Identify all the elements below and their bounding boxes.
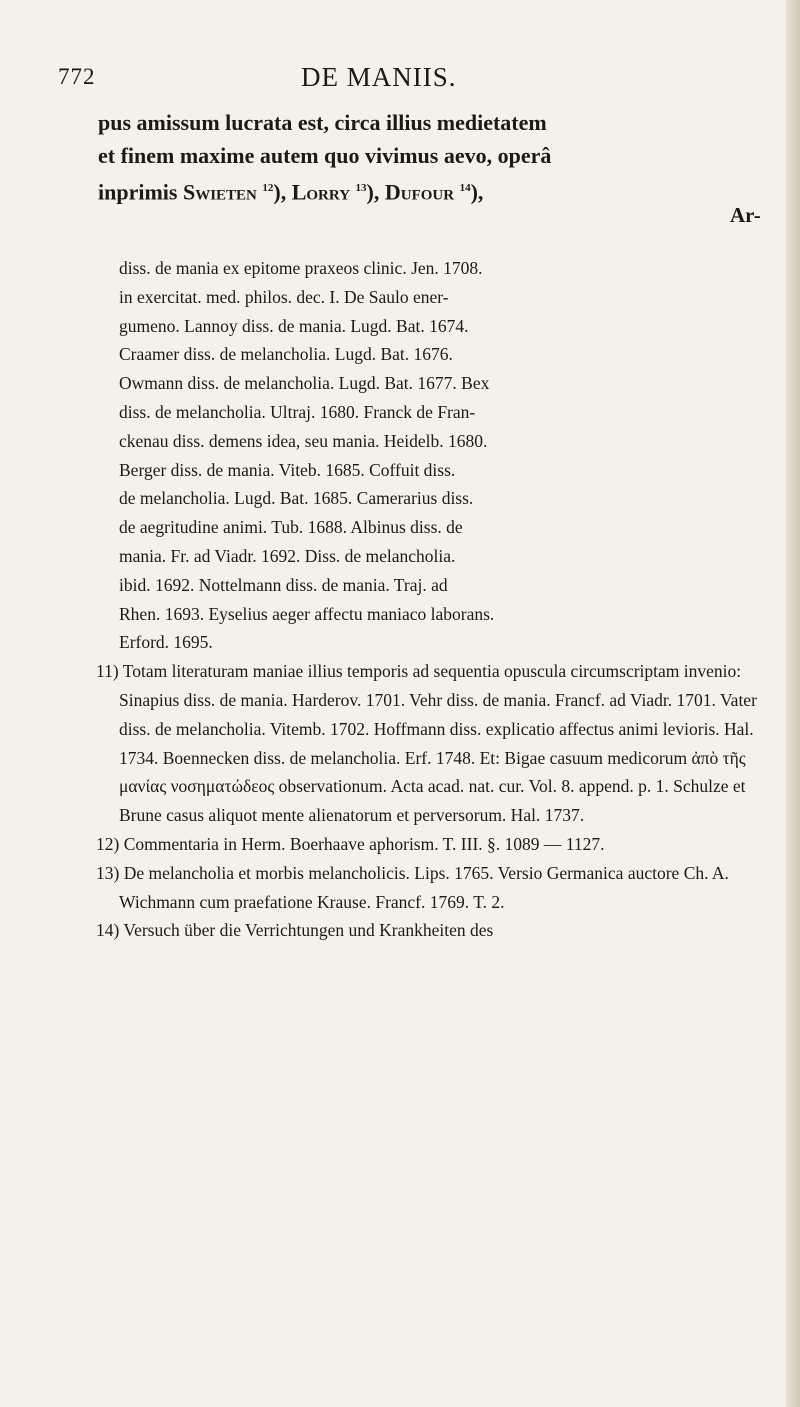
author-lorry: Lorry (291, 179, 351, 205)
note-line: diss. de melancholia. Ultraj. 1680. Franck de Fran- (119, 401, 476, 422)
footnote-14: 14) Versuch über die Verrichtungen und Krankheiten des (96, 920, 494, 941)
footnote-13: 13) De melancholia et morbis melancholicis. Lips. 1765. Versio Germanica auctore Ch. A. Wichmann cum praefatione Krause. Francf. 1769. T. 2. (96, 862, 729, 912)
note-line: ckenau diss. demens idea, seu mania. Heidelb. 1680. (119, 430, 488, 451)
footnote-11: 11) Totam literaturam maniae illius temporis ad sequentia opuscula circumscriptam invenio: Sinapius diss. de mania. Harderov. 1701. Vehr diss. de mania. Francf. ad Viadr. 1701. Vater diss. de melancholia. Vitemb. 1702. Hoffmann diss. explicatio affectus animi levioris. Hal. 1734. Boennecken diss. de melancholia. Erf. 1748. Et: Bigae casuum medicorum ἀπὸ τῆς μανίας νοσηματώδεος observationum. Acta acad. nat. cur. Vol. 8. append. p. 1. Schulze et Brune casus aliquot mente alienatorum et perversorum. Hal. 1737. (96, 661, 757, 826)
note-line: diss. de mania ex epitome praxeos clinic. Jen. 1708. (119, 258, 483, 278)
running-title: DE MANIIS. (301, 62, 457, 92)
note-line: Berger diss. de mania. Viteb. 1685. Coffuit diss. (119, 459, 456, 480)
note-line: in exercitat. med. philos. dec. I. De Saulo ener- (119, 286, 449, 307)
page-edge (786, 0, 800, 1407)
footnote-ref-12: 12 (262, 182, 274, 194)
main-text (98, 107, 778, 209)
note-line: mania. Fr. ad Viadr. 1692. Diss. de melancholia. (119, 545, 456, 566)
main-line-1: pus amissum lucrata est, circa illius medietatem (98, 110, 547, 135)
footnote-12: 12) Commentaria in Herm. Boerhaave aphorism. T. III. §. 1089 — 1127. (96, 833, 605, 854)
author-dufour: Dufour (384, 179, 455, 205)
footnote-continuation (96, 254, 774, 657)
note-line: Erford. 1695. (119, 632, 213, 653)
footnotes (96, 254, 774, 945)
note-line: ibid. 1692. Nottelmann diss. de mania. Traj. ad (119, 574, 448, 595)
main-line-3: inprimis Swieten $^{12}$), Lorry $^{13}$), Dufour $^{14}$), (98, 179, 484, 205)
note-line: gumeno. Lannoy diss. de mania. Lugd. Bat. 1674. (119, 315, 469, 336)
note-line: Rhen. 1693. Eyselius aeger affectu maniaco laborans. (119, 603, 495, 624)
footnote-ref-14: 14 (459, 182, 471, 194)
note-line: Craamer diss. de melancholia. Lugd. Bat. 1676. (119, 344, 453, 365)
page-header (0, 62, 800, 102)
note-line: de aegritudine animi. Tub. 1688. Albinus diss. de (119, 517, 463, 538)
note-line: de melancholia. Lugd. Bat. 1685. Camerarius diss. (119, 488, 474, 509)
footnote-ref-13: 13 (355, 182, 367, 194)
main-line-2: et finem maxime autem quo vivimus aevo, operâ (98, 142, 552, 168)
note-line: Owmann diss. de melancholia. Lugd. Bat. 1677. Bex (119, 373, 490, 394)
page-number: 772 (58, 64, 96, 89)
author-swieten: Swieten (182, 179, 257, 205)
catchword: Ar- (730, 203, 761, 227)
